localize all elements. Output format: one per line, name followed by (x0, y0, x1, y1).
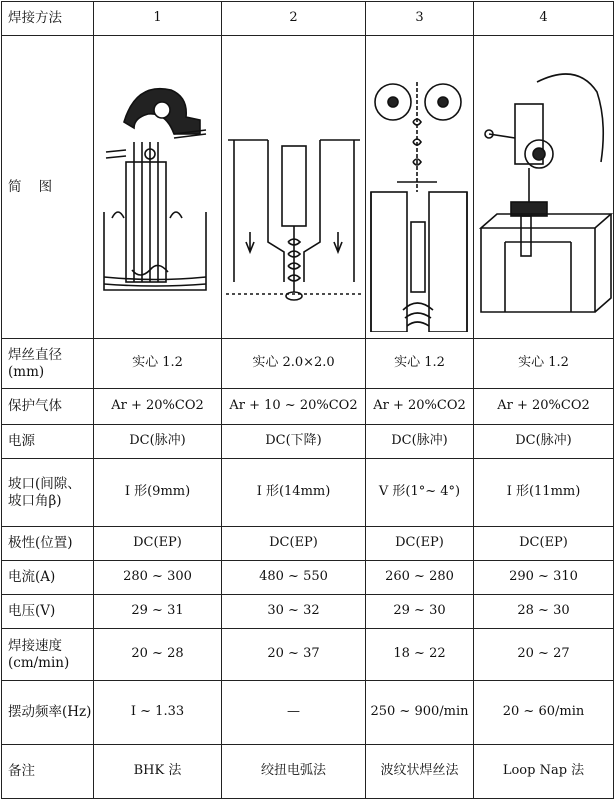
row-label-remarks: 备注 (2, 745, 94, 799)
table-cell: DC(脉冲) (94, 425, 222, 459)
table-cell: 29 ~ 31 (94, 595, 222, 629)
table-cell: DC(脉冲) (474, 425, 614, 459)
table-cell: Loop Nap 法 (474, 745, 614, 799)
table-cell: 30 ~ 32 (222, 595, 366, 629)
table-row (2, 595, 614, 629)
row-label-wire-diameter: 焊丝直径(mm) (2, 339, 94, 389)
table-cell: 20 ~ 37 (222, 629, 366, 681)
table-row (2, 629, 614, 681)
table-cell: 480 ~ 550 (222, 561, 366, 595)
column-header-3: 3 (366, 2, 474, 36)
table-cell: I 形(11mm) (474, 459, 614, 527)
table-row (2, 339, 614, 389)
figure-row (2, 36, 614, 339)
twisted-arc-method-diagram (224, 42, 364, 332)
table-cell: 20 ~ 28 (94, 629, 222, 681)
row-label-voltage: 电压(V) (2, 595, 94, 629)
table-cell: 18 ~ 22 (366, 629, 474, 681)
table-cell: I ~ 1.33 (94, 681, 222, 745)
table-cell: 280 ~ 300 (94, 561, 222, 595)
table-cell: 波纹状焊丝法 (366, 745, 474, 799)
table-cell: Ar + 10 ~ 20%CO2 (222, 389, 366, 425)
table-cell: 20 ~ 27 (474, 629, 614, 681)
header-row (2, 2, 614, 36)
table-row (2, 459, 614, 527)
table-cell: DC(EP) (366, 527, 474, 561)
column-header-2: 2 (222, 2, 366, 36)
table-row (2, 389, 614, 425)
table-cell: I 形(9mm) (94, 459, 222, 527)
figure-row-label: 简 图 (2, 36, 94, 339)
table-cell: Ar + 20%CO2 (366, 389, 474, 425)
table-row (2, 425, 614, 459)
table-cell: DC(脉冲) (366, 425, 474, 459)
row-label-oscillation-frequency: 摆动频率(Hz) (2, 681, 94, 745)
table-cell: 29 ~ 30 (366, 595, 474, 629)
table-cell: 实心 1.2 (366, 339, 474, 389)
row-label-welding-speed: 焊接速度(cm/min) (2, 629, 94, 681)
table-cell: 绞扭电弧法 (222, 745, 366, 799)
row-label-current: 电流(A) (2, 561, 94, 595)
table-cell: 28 ~ 30 (474, 595, 614, 629)
figure-cell-4 (474, 36, 614, 339)
row-label-groove: 坡口(间隙、坡口角β) (2, 459, 94, 527)
row-label-shielding-gas: 保护气体 (2, 389, 94, 425)
row-label-power-source: 电源 (2, 425, 94, 459)
table-cell: BHK 法 (94, 745, 222, 799)
table-cell: 实心 1.2 (474, 339, 614, 389)
row-label-polarity: 极性(位置) (2, 527, 94, 561)
figure-cell-1 (94, 36, 222, 339)
header-label: 焊接方法 (2, 2, 94, 36)
figure-cell-2 (222, 36, 366, 339)
table-cell: V 形(1°~ 4°) (366, 459, 474, 527)
column-header-4: 4 (474, 2, 614, 36)
table-cell: 实心 2.0×2.0 (222, 339, 366, 389)
table-cell: DC(下降) (222, 425, 366, 459)
welding-methods-table (1, 1, 614, 799)
corrugated-wire-method-diagram (367, 42, 473, 332)
table-cell: DC(EP) (222, 527, 366, 561)
table-row (2, 745, 614, 799)
table-cell: 250 ~ 900/min (366, 681, 474, 745)
column-header-1: 1 (94, 2, 222, 36)
bhk-method-diagram (96, 42, 220, 332)
table-cell: 290 ~ 310 (474, 561, 614, 595)
table-cell: I 形(14mm) (222, 459, 366, 527)
table-cell: 实心 1.2 (94, 339, 222, 389)
table-cell: Ar + 20%CO2 (474, 389, 614, 425)
table-cell: DC(EP) (94, 527, 222, 561)
table-row (2, 561, 614, 595)
table-cell: — (222, 681, 366, 745)
figure-cell-3 (366, 36, 474, 339)
loop-nap-method-diagram (475, 42, 613, 332)
table-cell: Ar + 20%CO2 (94, 389, 222, 425)
table-row (2, 681, 614, 745)
table-cell: DC(EP) (474, 527, 614, 561)
table-cell: 20 ~ 60/min (474, 681, 614, 745)
table-row (2, 527, 614, 561)
table-cell: 260 ~ 280 (366, 561, 474, 595)
